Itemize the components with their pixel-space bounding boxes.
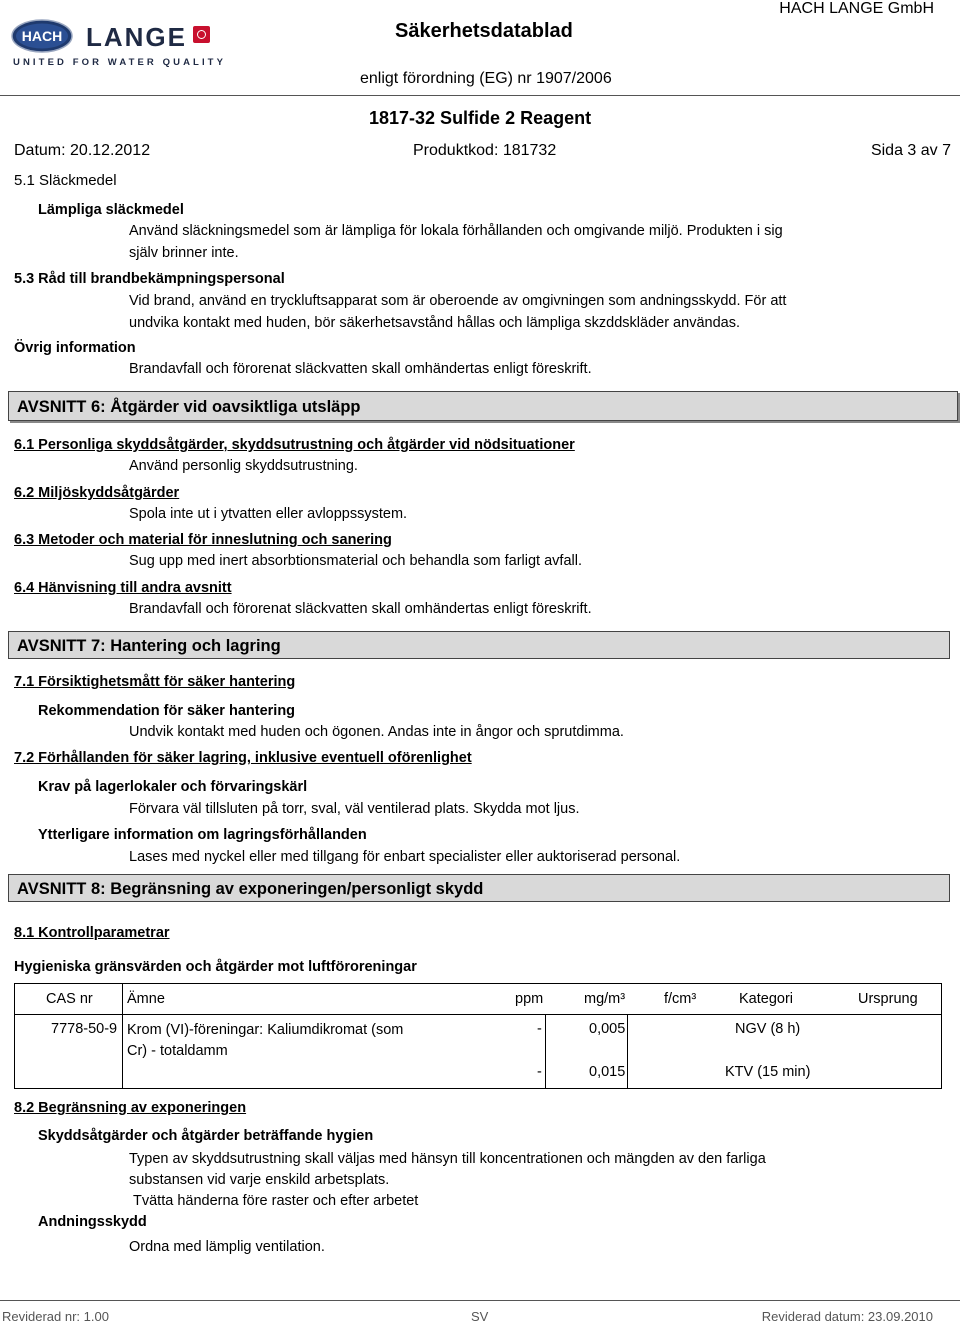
suitable-agents-text-1: Använd släckningsmedel som är lämpliga för lokala förhållanden och omgivande miljö. Produkten i sig	[129, 223, 783, 239]
table-ppm-divider	[545, 1014, 546, 1088]
respiratory-label: Andningsskydd	[38, 1214, 147, 1230]
footer-divider	[0, 1300, 960, 1301]
hygiene-text-3: Tvätta händerna före raster och efter arbetet	[133, 1193, 419, 1209]
language-code: SV	[471, 1309, 489, 1324]
cell-substance-2: Cr) - totaldamm	[127, 1043, 228, 1059]
heading-5-1: 5.1 Släckmedel	[14, 172, 117, 189]
document-title: Säkerhetsdatablad	[395, 20, 573, 42]
page-number: Sida 3 av 7	[870, 142, 951, 159]
company-name: HACH LANGE GmbH	[779, 0, 934, 17]
hach-logo-icon	[11, 19, 73, 53]
svg-text:HACH: HACH	[21, 28, 63, 44]
regulation: enligt förordning (EG) nr 1907/2006	[360, 70, 612, 87]
exposure-limits-table	[14, 983, 942, 1089]
col-header-cas: CAS nr	[46, 991, 93, 1007]
text-6-2: Spola inte ut i ytvatten eller avloppssystem.	[129, 506, 408, 522]
storage-info-text: Lases med nyckel eller med tillgang för enbart specialister eller auktoriserad personal.	[129, 849, 681, 865]
text-6-3: Sug upp med inert absorbtionsmaterial och behandla som farligt avfall.	[129, 553, 582, 569]
cell-category-1: NGV (8 h)	[735, 1021, 801, 1037]
col-header-origin: Ursprung	[858, 991, 918, 1007]
firefighter-advice-2: undvika kontakt med huden, bör säkerhetsavstånd hållas och lämpliga skzddskläder användas.	[129, 315, 740, 331]
heading-6-2: 6.2 Miljöskyddsåtgärder	[14, 485, 180, 501]
safe-handling-label: Rekommendation för säker hantering	[38, 703, 296, 719]
cell-substance-1: Krom (VI)-föreningar: Kaliumdikromat (som	[127, 1022, 404, 1038]
exposure-limits-label: Hygieniska gränsvärden och åtgärder mot luftföroreningar	[14, 959, 417, 975]
product-name: 1817-32 Sulfide 2 Reagent	[369, 108, 592, 128]
firefighter-advice-1: Vid brand, använd en tryckluftsapparat som är oberoende av omgivningen som andningsskydd. För att	[129, 293, 787, 309]
heading-8-2: 8.2 Begränsning av exponeringen	[14, 1100, 247, 1116]
section-8-title: AVSNITT 8: Begränsning av exponeringen/personligt skydd	[8, 874, 950, 902]
table-col-divider	[122, 984, 123, 1088]
heading-5-3: 5.3 Råd till brandbekämpningspersonal	[14, 271, 285, 287]
cell-category-2: KTV (15 min)	[725, 1064, 811, 1080]
table-mg-divider	[627, 1014, 628, 1088]
product-code: Produktkod: 181732	[413, 142, 557, 159]
cell-mg-1: 0,005	[589, 1021, 626, 1037]
heading-8-1: 8.1 Kontrollparametrar	[14, 925, 170, 941]
respiratory-text: Ordna med lämplig ventilation.	[129, 1239, 325, 1255]
heading-7-1: 7.1 Försiktighetsmått för säker hantering	[14, 674, 296, 690]
cell-ppm-1: -	[537, 1021, 542, 1037]
lange-logo: LANGE	[86, 22, 187, 52]
document-date: Datum: 20.12.2012	[14, 142, 151, 159]
cell-cas: 7778-50-9	[51, 1021, 118, 1037]
section-7-title: AVSNITT 7: Hantering och lagring	[8, 631, 950, 659]
heading-6-3: 6.3 Metoder och material för inneslutning och sanering	[14, 532, 392, 548]
suitable-agents-text-2: själv brinner inte.	[129, 245, 239, 261]
col-header-category: Kategori	[739, 991, 794, 1007]
heading-6-1: 6.1 Personliga skyddsåtgärder, skyddsutrustning och åtgärder vid nödsituationer	[14, 437, 575, 453]
cell-ppm-2: -	[537, 1064, 542, 1080]
heading-6-4: 6.4 Hänvisning till andra avsnitt	[14, 580, 232, 596]
storage-info-label: Ytterligare information om lagringsförhållanden	[38, 827, 367, 843]
safe-handling-text: Undvik kontakt med huden och ögonen. Andas inte in ångor och sprutdimma.	[129, 724, 624, 740]
storage-requirements-label: Krav på lagerlokaler och förvaringskärl	[38, 779, 308, 795]
table-header-divider	[15, 1014, 941, 1015]
other-info-label: Övrig information	[14, 340, 136, 356]
revision-date: Reviderad datum: 23.09.2010	[761, 1309, 933, 1324]
text-6-1: Använd personlig skyddsutrustning.	[129, 458, 358, 474]
other-info-text: Brandavfall och förorenat släckvatten skall omhändertas enligt föreskrift.	[129, 361, 592, 377]
col-header-mg: mg/m³	[584, 991, 626, 1007]
revision-number: Reviderad nr: 1.00	[2, 1309, 109, 1324]
col-header-ppm: ppm	[515, 991, 544, 1007]
storage-requirements-text: Förvara väl tillsluten på torr, sval, väl ventilerad plats. Skydda mot ljus.	[129, 801, 580, 817]
heading-7-2: 7.2 Förhållanden för säker lagring, inklusive eventuell oförenlighet	[14, 750, 472, 766]
hygiene-text-1: Typen av skyddsutrustning skall väljas med hänsyn till koncentrationen och mängden av den farliga	[129, 1151, 766, 1167]
section-6-title: AVSNITT 6: Åtgärder vid oavsiktliga utsläpp	[8, 391, 958, 421]
hach-logo	[11, 19, 73, 57]
cell-mg-2: 0,015	[589, 1064, 626, 1080]
col-header-fcm: f/cm³	[664, 991, 697, 1007]
header-divider	[0, 95, 960, 96]
lange-mark-icon	[193, 26, 210, 43]
text-6-4: Brandavfall och förorenat släckvatten skall omhändertas enligt föreskrift.	[129, 601, 592, 617]
hygiene-label: Skyddsåtgärder och åtgärder beträffande hygien	[38, 1128, 374, 1144]
hygiene-text-2: substansen vid varje enskild arbetsplats.	[129, 1172, 390, 1188]
suitable-agents-label: Lämpliga släckmedel	[38, 202, 184, 218]
tagline: UNITED FOR WATER QUALITY	[13, 57, 227, 68]
col-header-substance: Ämne	[127, 991, 165, 1007]
